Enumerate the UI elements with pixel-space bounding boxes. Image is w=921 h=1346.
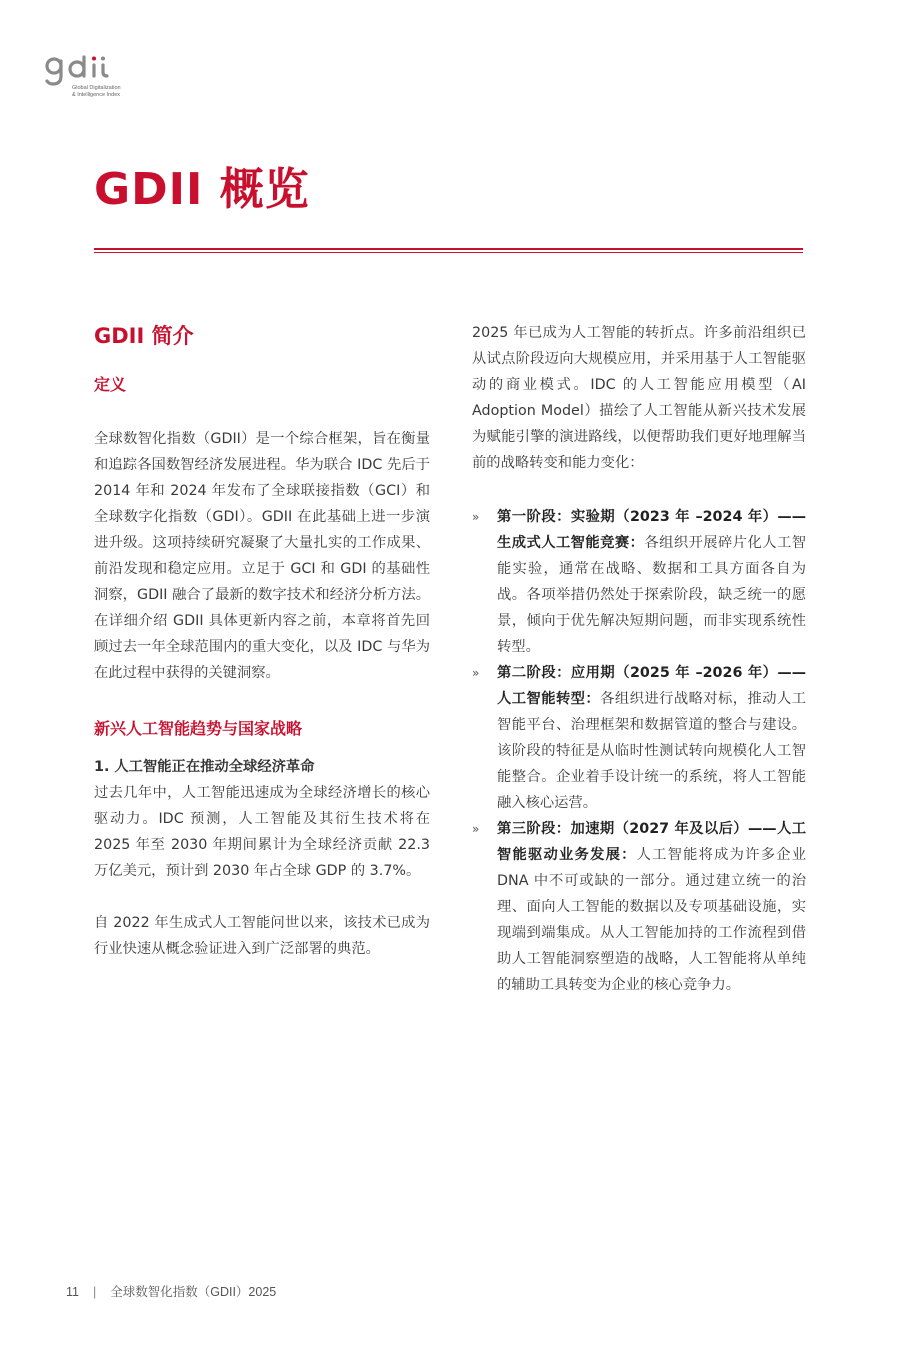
phase-title: 第二阶段：应用期（2025 年 –2026 年）——人工智能转型： [497,665,806,707]
list-item [472,816,806,998]
logo-subtitle-line1: Global Digitalization [72,85,121,91]
list-item [472,660,806,816]
genai-paragraph: 自 2022 年生成式人工智能问世以来，该技术已成为行业快速从概念验证进入到广泛部署的典范。 [94,915,430,957]
phase-title: 第一阶段：实验期（2023 年 –2024 年）——生成式人工智能竞赛： [497,509,806,551]
page-footer [66,1283,276,1301]
phase-text: 人工智能将成为许多企业 DNA 中不可或缺的一部分。通过建立统一的治理、面向人工智能的数据以及专项基础设施，实现端到端集成。从人工智能加持的工作流程到借助人工智能洞察塑造的战略，人工智能将从单纯的辅助工具转变为企业的核心竞争力。 [497,847,807,993]
gdii-logo-mark [44,54,134,86]
footer-text: 全球数智化指数（GDII）2025 [110,1285,277,1299]
point1-paragraph: 过去几年中，人工智能迅速成为全球经济增长的核心驱动力。IDC 预测，人工智能及其衍生技术将在 2025 年至 2030 年期间累计为全球经济贡献 22.3 万亿美元，预计到 2030 年占全球 GDP 的 3.7%。 [94,785,430,879]
definition-heading: 定义 [94,375,127,394]
title-rule-bottom [94,252,803,253]
logo-subtitle [72,85,121,99]
phase-text: 各组织进行战略对标，推动人工智能平台、治理框架和数据管道的整合与建设。该阶段的特征是从临时性测试转向规模化人工智能整合。企业着手设计统一的系统，将人工智能融入核心运营。 [497,691,807,811]
phase-list [472,504,806,998]
page-title: GDII 概览 [94,164,310,215]
gdii-logo [44,54,144,104]
bullet-chevron-icon: » [472,510,480,524]
definition-paragraph: 全球数智化指数（GDII）是一个综合框架，旨在衡量和追踪各国数智经济发展进程。华为联合 IDC 先后于 2014 年和 2024 年发布了全球联接指数（GCI）和全球数字化指数（GDI）。GDII 在此基础上进一步演进升级。这项持续研究凝聚了大量扎实的工作成果、前沿发现和稳定应用。立足于 GCI 和 GDI 的基础性洞察，GDII 融合了最新的数字技术和经济分析方法。在详细介绍 GDII 具体更新内容之前，本章将首先回顾过去一年全球范围内的重大变化，以及 IDC 与华为在此过程中获得的关键洞察。 [94,431,430,681]
left-column [94,320,430,962]
bullet-chevron-icon: » [472,666,480,680]
logo-subtitle-line2: & Intelligence Index [72,92,121,98]
page-number: 11 [66,1285,79,1299]
intro-paragraph: 2025 年已成为人工智能的转折点。许多前沿组织已从试点阶段迈向大规模应用，并采用基于人工智能驱动的商业模式。IDC 的人工智能应用模型（AI Adoption Model）描绘了人工智能从新兴技术发展为赋能引擎的演进路线，以便帮助我们更好地理解当前的战略转变和能力变化： [472,325,806,471]
section-heading: GDII 简介 [94,324,194,348]
phase-title: 第三阶段：加速期（2027 年及以后）——人工智能驱动业务发展： [497,821,806,863]
right-column [472,320,806,998]
point1-title: 1. 人工智能正在推动全球经济革命 [94,759,315,775]
list-item [472,504,806,660]
trends-heading: 新兴人工智能趋势与国家战略 [94,719,303,738]
phase-text: 各组织开展碎片化人工智能实验，通常在战略、数据和工具方面各自为战。各项举措仍然处于探索阶段，缺乏统一的愿景，倾向于优先解决短期问题，而非实现系统性转型。 [497,535,807,655]
footer-separator: | [92,1285,97,1299]
bullet-chevron-icon: » [472,822,480,836]
title-rule-top [94,248,803,250]
